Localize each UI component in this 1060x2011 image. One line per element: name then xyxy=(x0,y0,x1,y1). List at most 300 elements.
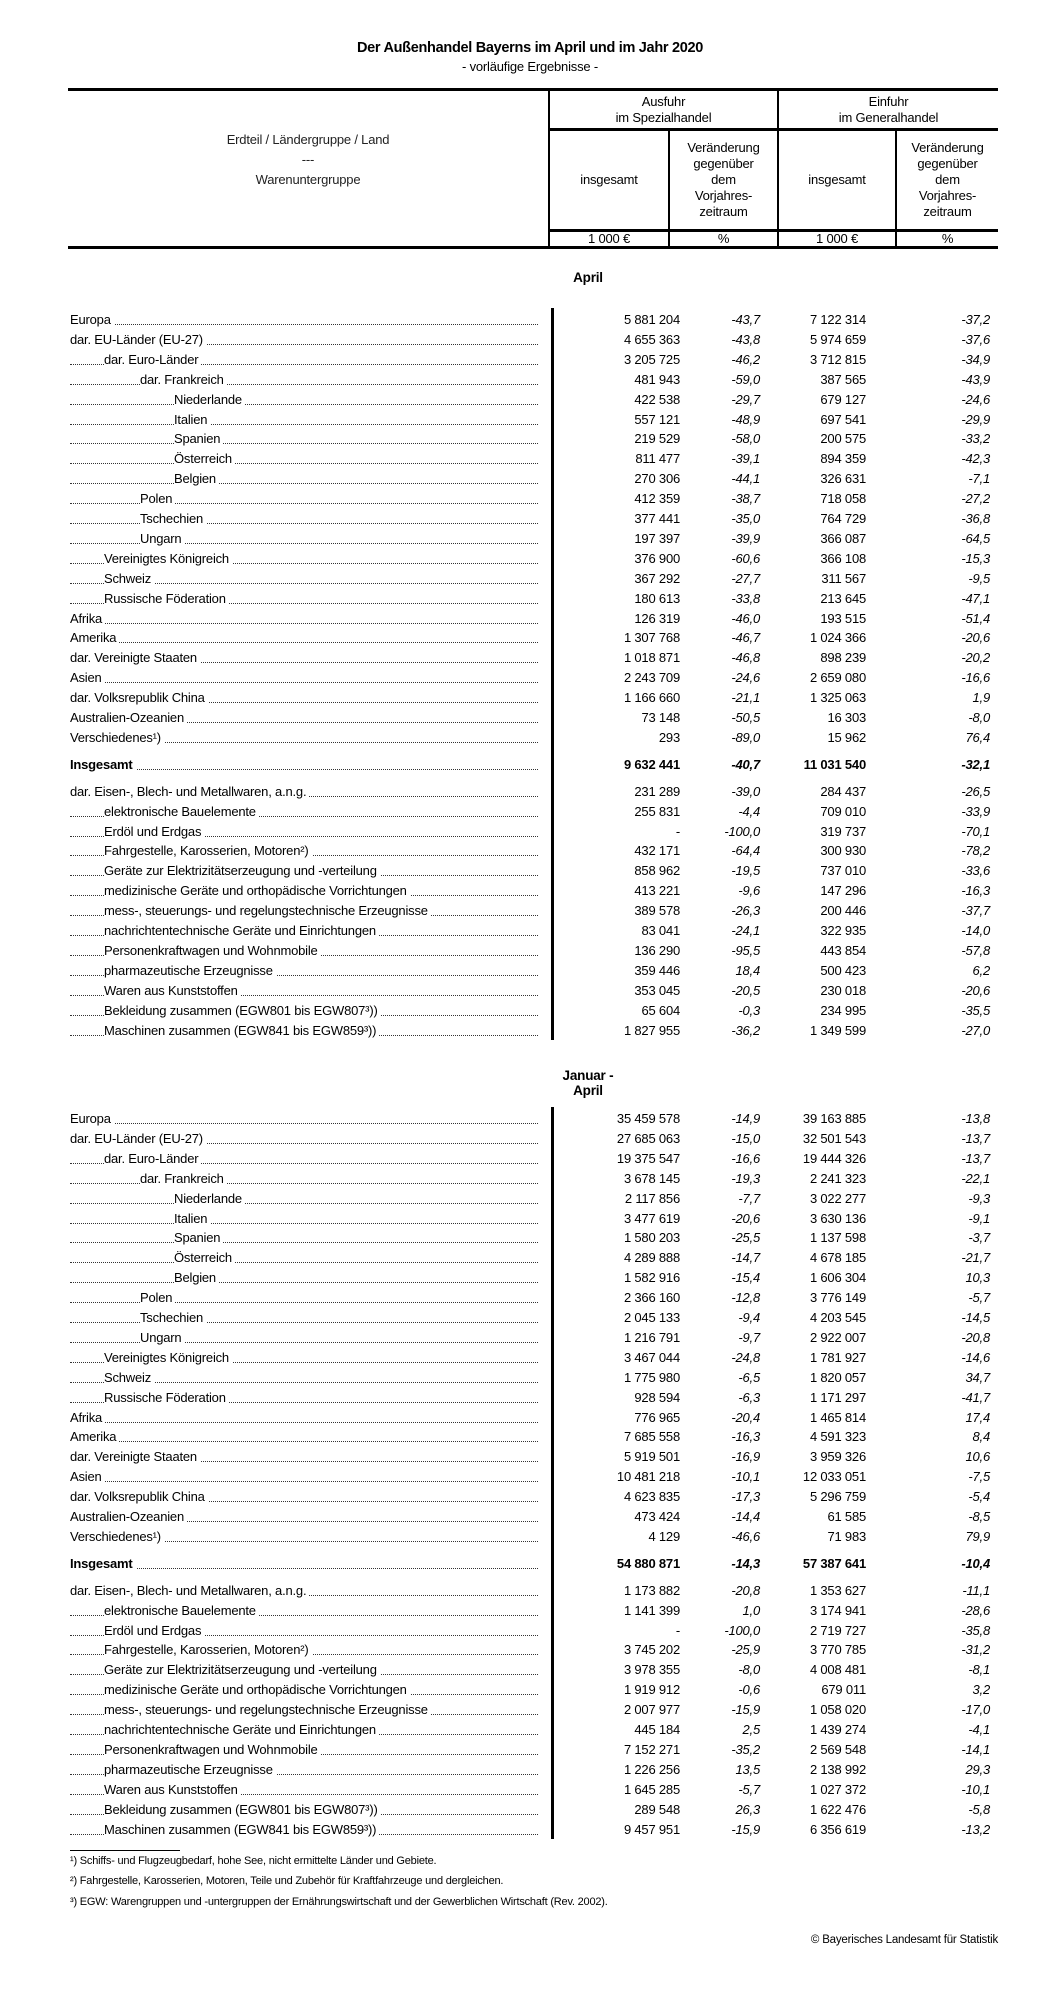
import-value: 387 565 xyxy=(820,371,866,387)
export-value: - xyxy=(675,1622,680,1638)
import-value: 200 575 xyxy=(820,431,866,447)
table-row xyxy=(68,1800,998,1820)
table-row xyxy=(68,310,998,330)
export-change-value: -20,6 xyxy=(731,1210,760,1226)
row-label xyxy=(70,1554,538,1574)
table-row xyxy=(68,1288,998,1308)
row-label-text: Niederlande xyxy=(174,392,245,407)
export-value: 5 919 501 xyxy=(623,1449,680,1465)
row-label xyxy=(70,728,538,748)
import-value: 1 171 297 xyxy=(809,1389,866,1405)
row-label xyxy=(70,628,538,648)
export-value: 7 685 558 xyxy=(623,1429,680,1445)
import-change-value: -10,4 xyxy=(961,1555,990,1571)
row-label xyxy=(70,429,538,449)
import-change-value: -41,7 xyxy=(961,1389,990,1405)
import-value: 2 138 992 xyxy=(809,1761,866,1777)
table-row xyxy=(68,489,998,509)
import-change-value: -8,1 xyxy=(968,1662,990,1678)
row-label-text: Fahrgestelle, Karosserien, Motoren²) xyxy=(104,1642,312,1657)
export-value: 197 397 xyxy=(634,530,680,546)
row-label-text: Italien xyxy=(174,1211,210,1226)
export-value: 3 745 202 xyxy=(623,1642,680,1658)
import-change-value: -43,9 xyxy=(961,371,990,387)
row-label xyxy=(70,1328,538,1348)
export-value: 4 655 363 xyxy=(623,331,680,347)
export-change-value: -46,7 xyxy=(731,630,760,646)
export-value: 412 359 xyxy=(634,491,680,507)
export-value: 5 881 204 xyxy=(623,312,680,327)
row-label xyxy=(70,1720,538,1740)
import-value: 737 010 xyxy=(820,863,866,879)
footnote-3: ³) EGW: Warengruppen und -untergruppen der Ernährungswirtschaft und der Gewerblichen Wirtschaft (Rev. 2002). xyxy=(70,1896,608,1908)
export-value: 376 900 xyxy=(634,550,680,566)
export-change-value: -50,5 xyxy=(731,710,760,725)
change-header-line: dem xyxy=(711,172,736,187)
row-label-text: Waren aus Kunststoffen xyxy=(104,983,241,998)
row-label-text: Europa xyxy=(70,312,114,327)
table-row xyxy=(68,350,998,370)
table-row xyxy=(68,1780,998,1800)
import-change-value: 8,4 xyxy=(972,1429,990,1445)
row-label xyxy=(70,509,538,529)
row-label-text: Russische Föderation xyxy=(104,591,229,606)
export-change-header xyxy=(670,131,777,229)
table-row xyxy=(68,1109,998,1129)
import-value: 2 659 080 xyxy=(809,670,866,686)
export-value: 445 184 xyxy=(634,1722,680,1737)
row-label-text: dar. Eisen-, Blech- und Metallwaren, a.n.g. xyxy=(70,784,309,799)
export-change-value: -43,8 xyxy=(731,331,760,347)
export-change-value: -39,0 xyxy=(731,783,760,799)
export-value: 1 141 399 xyxy=(623,1602,680,1618)
import-change-value: -33,6 xyxy=(961,863,990,879)
table-row xyxy=(68,1640,998,1660)
row-label-header-line: --- xyxy=(301,152,315,167)
export-value: 557 121 xyxy=(634,411,680,427)
row-label xyxy=(70,1680,538,1700)
export-value: 255 831 xyxy=(634,803,680,819)
table-row xyxy=(68,1581,998,1601)
import-value: 200 446 xyxy=(820,903,866,919)
export-change-value: -0,6 xyxy=(738,1682,760,1698)
export-value: 180 613 xyxy=(634,590,680,606)
row-label-text: dar. Frankreich xyxy=(140,1171,227,1186)
import-value: 1 024 366 xyxy=(809,630,866,646)
export-change-value: -58,0 xyxy=(731,431,760,447)
export-change-value: -7,7 xyxy=(738,1190,760,1206)
table-row xyxy=(68,1388,998,1408)
export-value: 136 290 xyxy=(634,942,680,958)
export-value: 9 457 951 xyxy=(623,1821,680,1837)
table-row xyxy=(68,529,998,549)
row-label-text: Niederlande xyxy=(174,1191,245,1206)
export-change-value: -14,3 xyxy=(731,1555,760,1571)
row-label xyxy=(70,822,538,842)
import-change-value: 1,9 xyxy=(972,690,990,706)
row-label xyxy=(70,1581,538,1601)
import-change-value: -34,9 xyxy=(961,351,990,367)
export-change-value: -38,7 xyxy=(731,491,760,507)
export-change-value: -33,8 xyxy=(731,590,760,606)
export-value: 776 965 xyxy=(634,1409,680,1425)
export-change-value: -5,7 xyxy=(738,1781,760,1797)
row-label-text: dar. Volksrepublik China xyxy=(70,1489,208,1504)
change-header-line: Vorjahres- xyxy=(918,188,977,203)
row-label-text: elektronische Bauelemente xyxy=(104,1603,259,1618)
import-change-value: -3,7 xyxy=(968,1230,990,1246)
import-value: 322 935 xyxy=(820,923,866,938)
row-label-text: Geräte zur Elektrizitätserzeugung und -verteilung xyxy=(104,863,380,878)
row-label xyxy=(70,1780,538,1800)
table-row xyxy=(68,1601,998,1621)
row-label xyxy=(70,1169,538,1189)
table-row xyxy=(68,822,998,842)
import-value: 3 174 941 xyxy=(809,1602,866,1618)
export-value: 1 307 768 xyxy=(623,630,680,646)
export-change-value: -6,3 xyxy=(738,1389,760,1405)
row-label xyxy=(70,1228,538,1248)
row-label-text: Vereinigtes Königreich xyxy=(104,1350,232,1365)
import-change-value: -13,7 xyxy=(961,1130,990,1146)
import-change-value: -15,3 xyxy=(961,550,990,566)
row-label xyxy=(70,1109,538,1129)
export-value: 1 216 791 xyxy=(623,1329,680,1345)
export-value: 1 166 660 xyxy=(623,690,680,706)
import-value: 71 983 xyxy=(827,1528,866,1544)
export-value: 413 221 xyxy=(634,883,680,899)
export-change-value: 13,5 xyxy=(735,1761,760,1777)
export-change-value: -27,7 xyxy=(731,570,760,586)
import-value: 12 033 051 xyxy=(802,1469,866,1485)
import-change-value: -29,9 xyxy=(961,411,990,427)
row-label-text: Verschiedenes¹) xyxy=(70,730,164,745)
export-value: 2 045 133 xyxy=(623,1310,680,1325)
import-change-value: -16,3 xyxy=(961,883,990,899)
row-label xyxy=(70,1740,538,1760)
table-row xyxy=(68,1427,998,1447)
import-change-value: 6,2 xyxy=(972,962,990,978)
export-change-value: -46,8 xyxy=(731,650,760,666)
import-value: 718 058 xyxy=(820,491,866,507)
row-label-text: Erdöl und Erdgas xyxy=(104,824,204,839)
export-change-value: -0,3 xyxy=(738,1002,760,1018)
export-value: 2 366 160 xyxy=(623,1290,680,1306)
export-change-value: -9,4 xyxy=(738,1310,760,1325)
export-value: 4 129 xyxy=(648,1528,680,1544)
row-label-text: Amerika xyxy=(70,1429,119,1444)
row-label-text: Verschiedenes¹) xyxy=(70,1529,164,1544)
export-change-value: -64,4 xyxy=(731,843,760,859)
import-group-line: im Generalhandel xyxy=(838,109,939,125)
import-value: 147 296 xyxy=(820,883,866,899)
table-row xyxy=(68,1169,998,1189)
import-value: 16 303 xyxy=(827,710,866,725)
table-row xyxy=(68,509,998,529)
row-label xyxy=(70,1149,538,1169)
export-value: 1 226 256 xyxy=(623,1761,680,1777)
table-row xyxy=(68,628,998,648)
header-bottom-rule xyxy=(68,246,998,249)
import-value: 3 959 326 xyxy=(809,1449,866,1465)
export-value: 389 578 xyxy=(634,903,680,919)
import-change-value: -5,4 xyxy=(968,1489,990,1505)
export-value: 7 152 271 xyxy=(623,1741,680,1757)
import-change-value: -47,1 xyxy=(961,590,990,606)
row-label-text: Belgien xyxy=(174,1270,219,1285)
table-row xyxy=(68,1209,998,1229)
row-label-text: Asien xyxy=(70,670,105,685)
import-change-value: -10,1 xyxy=(961,1781,990,1797)
row-label xyxy=(70,469,538,489)
export-change-value: -43,7 xyxy=(731,312,760,327)
import-group-line: Einfuhr xyxy=(868,93,909,109)
export-group-line: im Spezialhandel xyxy=(615,109,712,125)
row-label xyxy=(70,1487,538,1507)
row-label xyxy=(70,648,538,668)
footnote-rule xyxy=(70,1850,180,1851)
export-group-header xyxy=(550,91,777,128)
row-label xyxy=(70,1800,538,1820)
row-label-text: Bekleidung zusammen (EGW801 bis EGW807³)) xyxy=(104,1802,381,1817)
export-change-value: -19,3 xyxy=(731,1170,760,1186)
total-row xyxy=(68,1554,998,1574)
export-value: 65 604 xyxy=(641,1002,680,1018)
table-row xyxy=(68,1467,998,1487)
export-change-value: -14,4 xyxy=(731,1509,760,1524)
import-change-value: -8,5 xyxy=(968,1509,990,1524)
export-change-value: -20,4 xyxy=(731,1409,760,1425)
table-row xyxy=(68,390,998,410)
row-label xyxy=(70,310,538,330)
export-change-value: -14,9 xyxy=(731,1111,760,1126)
export-change-value: -25,9 xyxy=(731,1642,760,1658)
row-label xyxy=(70,1348,538,1368)
export-value: 422 538 xyxy=(634,391,680,407)
import-change-value: -27,2 xyxy=(961,491,990,507)
row-label xyxy=(70,961,538,981)
export-change-value: -44,1 xyxy=(731,471,760,487)
import-change-value: -36,8 xyxy=(961,511,990,526)
export-value: 928 594 xyxy=(634,1389,680,1405)
change-header-line: Veränderung xyxy=(687,140,760,155)
change-header-line: gegenüber xyxy=(917,156,978,171)
row-label xyxy=(70,1021,538,1041)
table-row xyxy=(68,961,998,981)
row-label xyxy=(70,1368,538,1388)
import-value: 697 541 xyxy=(820,411,866,427)
row-label xyxy=(70,981,538,1001)
row-label-text: dar. Eisen-, Blech- und Metallwaren, a.n.g. xyxy=(70,1583,309,1598)
row-label xyxy=(70,708,538,728)
export-change-value: -16,3 xyxy=(731,1429,760,1445)
table-row xyxy=(68,1740,998,1760)
row-label xyxy=(70,1820,538,1840)
table-row xyxy=(68,429,998,449)
import-change-value: -42,3 xyxy=(961,451,990,467)
import-change-value: -31,2 xyxy=(961,1642,990,1658)
row-label xyxy=(70,668,538,688)
row-label xyxy=(70,1640,538,1660)
table-row xyxy=(68,1308,998,1328)
import-change-value: -28,6 xyxy=(961,1602,990,1618)
import-value: 5 974 659 xyxy=(809,331,866,347)
table-row xyxy=(68,841,998,861)
import-value: 3 776 149 xyxy=(809,1290,866,1306)
table-row xyxy=(68,1328,998,1348)
table-row xyxy=(68,1021,998,1041)
export-value: 4 623 835 xyxy=(623,1489,680,1505)
row-label-text: Bekleidung zusammen (EGW801 bis EGW807³)) xyxy=(104,1003,381,1018)
row-label-text: Russische Föderation xyxy=(104,1390,229,1405)
import-change-value: 76,4 xyxy=(965,729,990,745)
import-value: 32 501 543 xyxy=(802,1130,866,1146)
import-value: 898 239 xyxy=(820,650,866,666)
import-change-value: -14,0 xyxy=(961,923,990,938)
table-row xyxy=(68,1820,998,1840)
import-value: 2 922 007 xyxy=(809,1329,866,1345)
table-row xyxy=(68,861,998,881)
import-change-value: -33,9 xyxy=(961,803,990,819)
import-value: 284 437 xyxy=(820,783,866,799)
import-value: 500 423 xyxy=(820,962,866,978)
table-row xyxy=(68,688,998,708)
import-value: 443 854 xyxy=(820,942,866,958)
row-label-text: Fahrgestelle, Karosserien, Motoren²) xyxy=(104,843,312,858)
import-total-header: insgesamt xyxy=(808,172,866,187)
copyright-notice: © Bayerisches Landesamt für Statistik xyxy=(810,1934,998,1946)
table-row xyxy=(68,1189,998,1209)
footnote-2: ²) Fahrgestelle, Karosserien, Motoren, Teile und Zubehör für Kraftfahrzeuge und dergleichen. xyxy=(70,1875,504,1887)
row-label xyxy=(70,370,538,390)
row-label xyxy=(70,350,538,370)
export-value: 1 827 955 xyxy=(623,1022,680,1038)
row-label-text: elektronische Bauelemente xyxy=(104,804,259,819)
table-row xyxy=(68,1621,998,1641)
table-row xyxy=(68,1248,998,1268)
export-change-value: -21,1 xyxy=(731,690,760,706)
row-label-text: Europa xyxy=(70,1111,114,1126)
row-label-text: dar. Vereinigte Staaten xyxy=(70,650,200,665)
table-row xyxy=(68,449,998,469)
import-change-value: -37,7 xyxy=(961,903,990,919)
export-value: 54 880 871 xyxy=(616,1555,680,1571)
row-label xyxy=(70,1621,538,1641)
import-change-value: -14,6 xyxy=(961,1349,990,1365)
row-label-text: pharmazeutische Erzeugnisse xyxy=(104,963,276,978)
import-value: 679 127 xyxy=(820,391,866,407)
export-value: 1 018 871 xyxy=(623,650,680,666)
export-change-value: -20,5 xyxy=(731,982,760,998)
import-change-value: -9,5 xyxy=(968,570,990,586)
import-value: 57 387 641 xyxy=(802,1555,866,1571)
export-value: 2 117 856 xyxy=(624,1190,680,1206)
import-change-value: -7,1 xyxy=(968,471,990,487)
row-label xyxy=(70,1507,538,1527)
export-value: 481 943 xyxy=(634,371,680,387)
export-change-value: -15,9 xyxy=(731,1821,760,1837)
export-value: 3 678 145 xyxy=(623,1170,680,1186)
import-change-value: -57,8 xyxy=(961,942,990,958)
export-value: 2 007 977 xyxy=(623,1702,680,1718)
column-divider xyxy=(551,1107,554,1839)
export-value: 73 148 xyxy=(641,710,680,725)
import-change-value: -16,6 xyxy=(961,670,990,686)
import-value: 319 737 xyxy=(820,823,866,839)
row-label xyxy=(70,1660,538,1680)
import-value: 1 325 063 xyxy=(809,690,866,706)
export-value: 1 919 912 xyxy=(623,1682,680,1698)
export-value: 293 xyxy=(658,729,680,745)
row-label xyxy=(70,549,538,569)
table-row xyxy=(68,589,998,609)
row-label-text: Afrika xyxy=(70,611,105,626)
import-change-value: -51,4 xyxy=(961,610,990,626)
import-value: 3 770 785 xyxy=(809,1642,866,1658)
export-value: 367 292 xyxy=(634,570,680,586)
import-value: 2 569 548 xyxy=(809,1741,866,1757)
import-change-value: 29,3 xyxy=(965,1761,990,1777)
export-value: 1 582 916 xyxy=(623,1270,680,1286)
row-label xyxy=(70,1527,538,1547)
export-change-value: -20,8 xyxy=(731,1582,760,1598)
table-row xyxy=(68,1001,998,1021)
export-change-value: -39,9 xyxy=(731,530,760,546)
export-value: 1 775 980 xyxy=(623,1369,680,1385)
import-value: 4 678 185 xyxy=(809,1250,866,1266)
import-change-value: 79,9 xyxy=(965,1528,990,1544)
table-row xyxy=(68,330,998,350)
import-value: 4 008 481 xyxy=(809,1662,866,1678)
row-label xyxy=(70,1601,538,1621)
import-value: 1 439 274 xyxy=(809,1722,866,1737)
row-label xyxy=(70,589,538,609)
row-label-header xyxy=(68,91,548,229)
export-change-value: -17,3 xyxy=(731,1489,760,1505)
import-change-value: -20,2 xyxy=(961,650,990,666)
import-change-value: -22,1 xyxy=(961,1170,990,1186)
import-change-value: -5,7 xyxy=(968,1290,990,1306)
row-label xyxy=(70,1760,538,1780)
import-value: 213 645 xyxy=(820,590,866,606)
table-row xyxy=(68,1447,998,1467)
import-change-value: -4,1 xyxy=(968,1722,990,1737)
export-value: 4 289 888 xyxy=(623,1250,680,1266)
table-row xyxy=(68,802,998,822)
import-value: 1 465 814 xyxy=(809,1409,866,1425)
row-label xyxy=(70,901,538,921)
row-label-text: dar. EU-Länder (EU-27) xyxy=(70,332,206,347)
import-unit: 1 000 € xyxy=(816,231,858,246)
import-change-value: -14,1 xyxy=(961,1741,990,1757)
export-value: 19 375 547 xyxy=(616,1150,680,1166)
export-value: 432 171 xyxy=(634,843,680,859)
import-change-value: -20,8 xyxy=(961,1329,990,1345)
export-change-value: -9,6 xyxy=(738,883,760,899)
import-value: 19 444 326 xyxy=(802,1150,866,1166)
import-change-value: -32,1 xyxy=(961,756,990,772)
row-label-text: Personenkraftwagen und Wohnmobile xyxy=(104,943,321,958)
row-label xyxy=(70,861,538,881)
import-value: 1 622 476 xyxy=(809,1801,866,1817)
export-change-value: -40,7 xyxy=(731,756,760,772)
row-label-text: Spanien xyxy=(174,1230,223,1245)
table-row xyxy=(68,1527,998,1547)
import-change-value: -7,5 xyxy=(968,1469,990,1485)
row-label-text: dar. EU-Länder (EU-27) xyxy=(70,1131,206,1146)
export-change-value: -89,0 xyxy=(731,729,760,745)
import-value: 3 022 277 xyxy=(809,1190,866,1206)
